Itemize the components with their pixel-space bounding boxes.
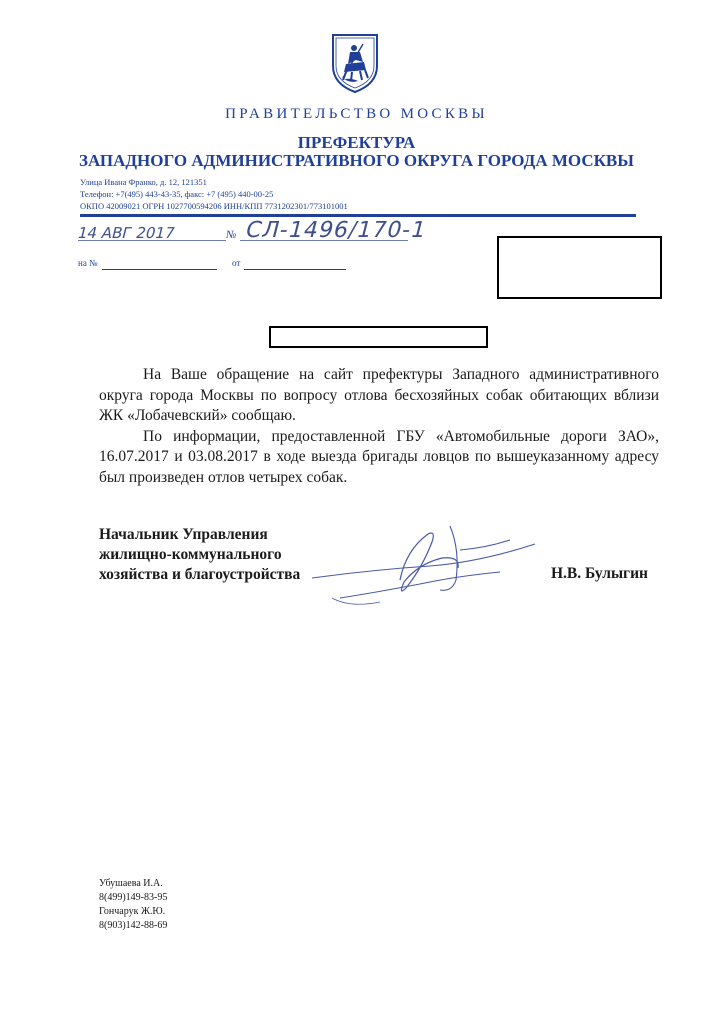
on-number-underline [102,269,217,270]
signer-title-line-3: хозяйства и благоустройства [99,566,301,583]
government-name: ПРАВИТЕЛЬСТВО МОСКВЫ [225,106,488,122]
executor-phone-2: 8(903)142-88-69 [99,920,168,931]
signer-title-line-1: Начальник Управления [99,526,268,543]
okrug-title: ЗАПАДНОГО АДМИНИСТРАТИВНОГО ОКРУГА ГОРОДА МОСКВЫ [79,151,634,170]
letterhead-rule [80,214,636,217]
codes-line: ОКПО 42009021 ОГРН 1027700594206 ИНН/КПП 7731202301/773101001 [80,201,348,211]
signer-name: Н.В. Булыгин [551,565,648,582]
body-paragraph-1: На Ваше обращение на сайт префектуры Западного административного округа города Москвы по вопросу отлова бесхозяйных собак обитающих вблизи ЖК «Лобачевский» сообщаю. [99,366,659,424]
prefecture-title: ПРЕФЕКТУРА [297,133,416,152]
address-line: Улица Ивана Франко, д. 12, 121351 [80,177,207,187]
moscow-coat-of-arms-icon [330,32,380,94]
body-paragraph-2: По информации, предоставленной ГБУ «Автомобильные дороги ЗАО», 16.07.2017 и 03.08.2017 в ходе выезда бригады ловцов по вышеуказанному адресу был произведен отлов четырех собак. [99,427,659,486]
redacted-salutation [269,326,488,348]
executor-name-1: Убушаева И.А. [99,878,163,889]
executor-name-2: Гончарук Ж.Ю. [99,906,166,917]
number-label: № [226,229,237,241]
signer-title-line-2: жилищно-коммунального [99,546,282,563]
phone-line: Телефон: +7(495) 443-43-35, факс: +7 (495) 440-00-25 [80,189,274,199]
executor-phone-1: 8(499)149-83-95 [99,892,168,903]
outgoing-number: СЛ-1496/170-1 [242,218,430,243]
from-label: от [232,258,241,268]
handwritten-signature [310,520,540,610]
registration-date: 14 АВГ 2017 [75,224,177,242]
on-number-label: на № [78,258,98,268]
letter-body [99,365,659,488]
from-underline [244,269,346,270]
redacted-addressee [497,236,662,299]
